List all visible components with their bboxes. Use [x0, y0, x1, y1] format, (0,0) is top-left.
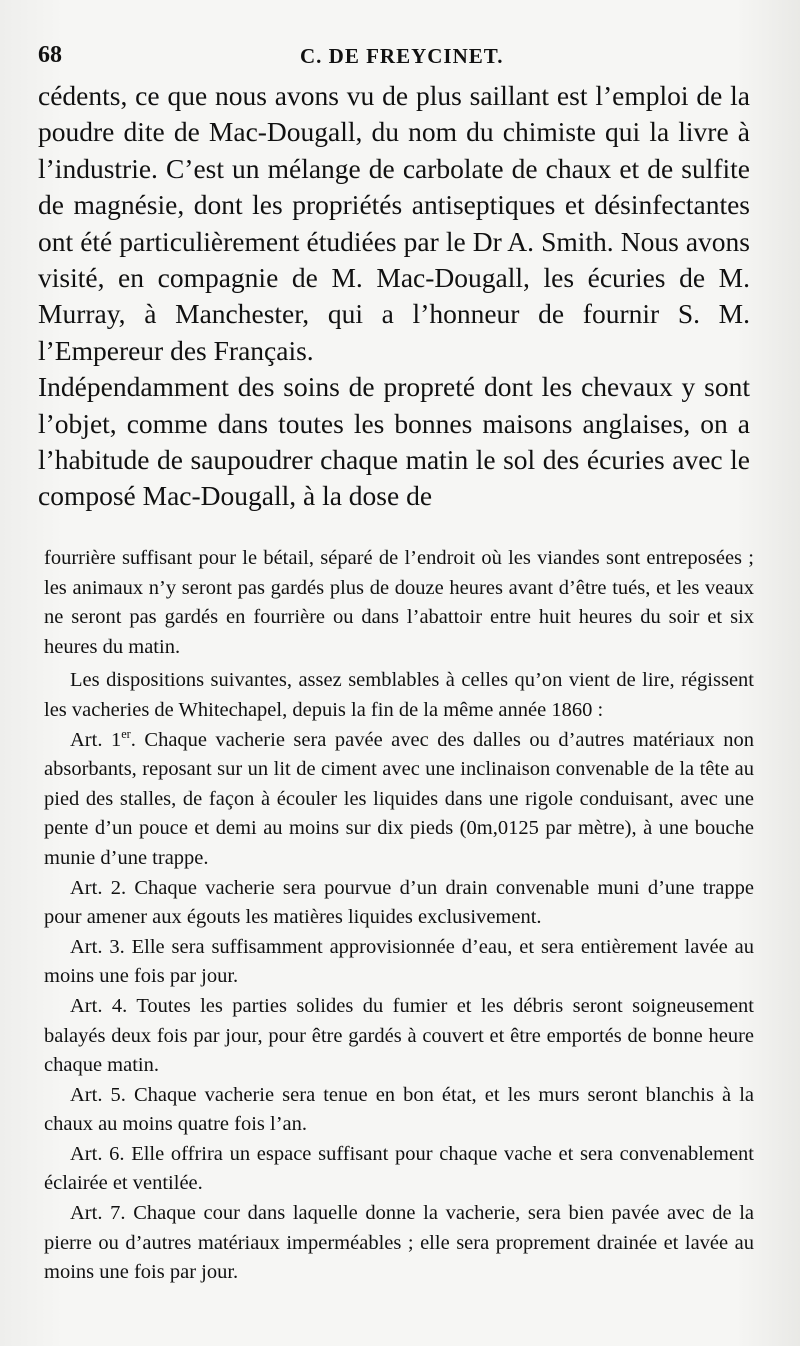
main-paragraph-1: cédents, ce que nous avons vu de plus saillant est l’emploi de la poudre dite de Mac-Dougall, du nom du chimiste qui la livre à l’industrie. C’est un mélange de carbolate de chaux et de sulfite de magnésie, dont les propriétés antiseptiques et désinfectantes ont été particulièrement étudiées par le Dr A. Smith. Nous avons visité, en compagnie de M. Mac-Dougall, les écuries de M. Murray, à Manchester, qui a l’honneur de fournir S. M. l’Empereur des Français. [38, 80, 750, 366]
footnote-continuation: fourrière suffisant pour le bétail, séparé de l’endroit où les viandes sont entreposées ; les animaux n’y seront pas gardés plus de douze heures avant d’être tués, et les veaux ne seront pas gardés en fourrière ou dans l’abattoir entre huit heures du soir et six heures du matin. [44, 547, 754, 658]
article-label: Art. 4. [70, 994, 128, 1017]
article-7 [44, 1199, 754, 1288]
article-text: Toutes les parties solides du fumier et les débris seront soigneusement balayés deux fois par jour, pour être gardés à couvert et être emportés de bonne heure chaque matin. [44, 994, 754, 1077]
article-text: Chaque vacherie sera tenue en bon état, et les murs seront blanchis à la chaux au moins quatre fois l’an. [44, 1083, 755, 1136]
article-label: Art. 6. [70, 1142, 125, 1165]
footnote [44, 544, 754, 1288]
article-label: Art. 7. [70, 1202, 126, 1225]
main-paragraph-2: Indépendamment des soins de propreté dont les chevaux y sont l’objet, comme dans toutes les bonnes maisons anglaises, on a l’habitude de saupoudrer chaque matin le sol des écuries avec le composé Mac-Dougall, à la dose de [38, 371, 750, 512]
article-label: Art. 5. [70, 1083, 126, 1106]
article-4 [44, 992, 754, 1081]
footnote-intro: Les dispositions suivantes, assez semblables à celles qu’on vient de lire, régissent les vacheries de Whitechapel, depuis la fin de la même année 1860 : [44, 669, 754, 721]
article-label: Art. 2. [70, 876, 127, 899]
article-2 [44, 874, 754, 933]
article-6 [44, 1140, 754, 1199]
article-3 [44, 933, 754, 992]
running-title: C. DE FREYCINET. [300, 44, 504, 68]
main-text [38, 78, 750, 515]
article-label: Art. 3. [70, 935, 125, 958]
article-text: Elle offrira un espace suffisant pour chaque vache et sera convenablement éclairée et ventilée. [44, 1142, 754, 1195]
page-number: 68 [38, 42, 62, 68]
article-text: Elle sera suffisamment approvisionnée d’eau, et sera entièrement lavée au moins une fois par jour. [44, 935, 754, 988]
article-text: Chaque vacherie sera pavée avec des dalles ou d’autres matériaux non absorbants, reposant sur un lit de ciment avec une inclinaison convenable de la tête au pied des stalles, de façon à écouler les liquides dans une rigole conduisant, avec une pente d’un pouce et demi au moins sur dix pieds (0m,0125 par mètre), à une bouche munie d’une trappe. [44, 728, 755, 869]
article-5 [44, 1081, 754, 1140]
page-header [38, 42, 758, 72]
article-1 [44, 726, 754, 874]
article-text: Chaque vacherie sera pourvue d’un drain convenable muni d’une trappe pour amener aux égouts les matières liquides exclusivement. [44, 876, 755, 929]
article-label: Art. 1er. [70, 726, 136, 751]
article-text: Chaque cour dans laquelle donne la vacherie, sera bien pavée avec de la pierre ou d’autres matériaux imperméables ; elle sera proprement drainée et lavée au moins une fois par jour. [44, 1202, 755, 1284]
